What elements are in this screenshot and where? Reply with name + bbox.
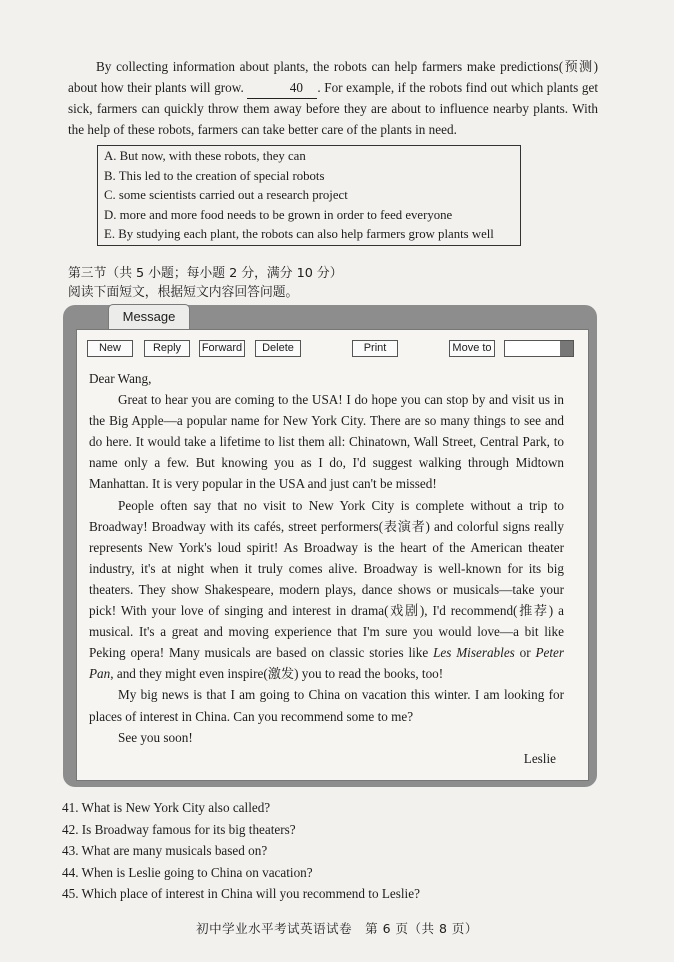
section-instruction: 阅读下面短文，根据短文内容回答问题。 xyxy=(68,285,299,300)
dropdown-arrow-icon xyxy=(560,341,573,356)
letter-closing: See you soon! xyxy=(118,729,193,745)
delete-button: Delete xyxy=(255,340,301,357)
letter-paragraph-2 xyxy=(89,495,564,685)
forward-button: Forward xyxy=(199,340,245,357)
letter-paragraph-3: My big news is that I am going to China on vacation this winter. I am looking for places of interest in China. Can you recommend some to me? xyxy=(89,687,564,724)
passage-paragraph xyxy=(68,57,598,140)
message-tab: Message xyxy=(108,304,190,329)
answer-blank-40: 40 xyxy=(247,78,317,100)
title-connector: or xyxy=(519,645,531,661)
letter-paragraph-2-text: People often say that no visit to New York City is complete without a trip to Broadway! Broadway with its cafés, street performers(表演者) and colorful signs really represents New York's loud spirit! As Broadway is the heart of the American theater industry, it's at night when it truly comes alive. Broadway is well-known for its big theaters. They show Shakespeare, modern plays, dance shows or musicals—take your pick! With your love of singing and interest in drama(戏剧), I'd recommend(推荐) a musical. It's a great and moving experience that I'm sure you would love—a bit like Peking opera! Many musicals are based on classic stories like xyxy=(89,497,564,661)
question-43: 43. What are many musicals based on? xyxy=(62,843,268,859)
option-d: D. more and more food needs to be grown in order to feed everyone xyxy=(104,207,453,222)
question-list xyxy=(62,797,420,905)
passage-text-before: By collecting information about plants, the robots can help farmers make predictions(预测) about how their plants will grow. xyxy=(68,59,598,95)
question-44: 44. When is Leslie going to China on vacation? xyxy=(62,864,313,880)
options-box xyxy=(97,145,521,246)
option-b: B. This led to the creation of special robots xyxy=(104,168,325,183)
move-to-button: Move to xyxy=(449,340,495,357)
option-c: C. some scientists carried out a research project xyxy=(104,188,348,203)
letter-signature: Leslie xyxy=(523,750,556,766)
new-button: New xyxy=(87,340,133,357)
passage-text-after: . For example, if the robots find out which plants get sick, farmers can quickly throw them away before they are about to influence nearby plants. With the help of these robots, farmers can take better care of the plants in need. xyxy=(68,79,599,137)
question-42: 42. Is Broadway famous for its big theaters? xyxy=(62,821,296,837)
message-toolbar xyxy=(77,330,588,364)
section-title: 第三节（共 5 小题；每小题 2 分，满分 10 分） xyxy=(68,266,343,281)
option-a: A. But now, with these robots, they can xyxy=(104,149,306,163)
title-les-miserables: Les Miserables xyxy=(433,645,515,661)
reply-button: Reply xyxy=(144,340,190,357)
option-e: E. By studying each plant, the robots can also help farmers grow plants well xyxy=(104,227,494,242)
letter-greeting: Dear Wang, xyxy=(89,371,152,386)
move-to-dropdown xyxy=(504,340,574,357)
question-41: 41. What is New York City also called? xyxy=(62,800,271,815)
message-window xyxy=(76,329,589,781)
letter-paragraph-2-end: , and they might even inspire(激发) you to read the books, too! xyxy=(110,666,444,682)
print-button: Print xyxy=(352,340,398,357)
question-45: 45. Which place of interest in China will you recommend to Leslie? xyxy=(62,886,420,902)
title-peter-pan: Peter Pan xyxy=(89,645,565,682)
letter-paragraph-1: Great to hear you are coming to the USA! I do hope you can stop by and visit us in the Big Apple—a popular name for New York City. There are so many things to see and do here. It would take a lifetime to list them all: Chinatown, Wall Street, Central Park, to name only a few. But knowing you as I do, I'd suggest walking through Midtown Manhattan. It is very popular in the USA and just can't be missed! xyxy=(89,392,564,492)
message-letter xyxy=(89,368,564,769)
page-footer: 初中学业水平考试英语试卷 第 6 页（共 8 页） xyxy=(196,921,478,936)
